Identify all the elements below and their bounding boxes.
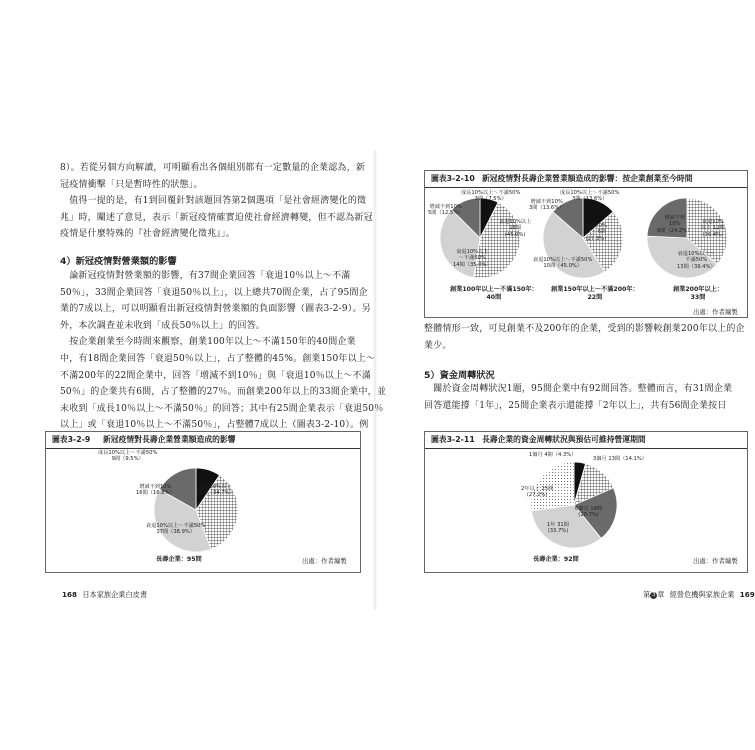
book-title: 日本家族企業白皮書 — [82, 590, 148, 599]
text-line: 50％」，33間企業回答「衰退50％以上」，以上總共70間企業，占了95間企 — [60, 287, 368, 298]
slice-label: 成長10%以上～不滿50% 3間（7.5%） — [461, 190, 521, 203]
slice-label: 增減不到10% 3間（13.6%） — [529, 199, 565, 212]
pie-total-label: 長壽企業：92間 — [533, 556, 579, 563]
section-5-paragraph — [424, 381, 732, 414]
page-number: 169 — [739, 590, 755, 599]
chart-title: 長壽企業的資金周轉狀況與預估可維持營運期間 — [482, 435, 646, 444]
slice-label: 成長10%以上～不滿50% 9間（9.5%） — [98, 450, 158, 463]
chart-source: 出處：作者編製 — [693, 557, 738, 565]
text-line: 50％」的企業共有6間，占了整體的27％。而創業200年以上的33間企業中，並 — [60, 387, 387, 398]
chart-number: 圖表3-2-10 — [431, 174, 475, 183]
page-number: 168 — [62, 590, 78, 599]
chart-source: 出處：作者編製 — [693, 308, 738, 316]
section-heading-4: 4）新冠疫情對營業額的影響 — [60, 256, 177, 267]
slice-label: 增減不到10% 16間（16.8%） — [136, 484, 175, 497]
text-line: 關於資金周轉狀況1題，95間企業中有92間回答。整體而言，有31間企業 — [424, 384, 733, 394]
text-line: 疫情是什麼特殊的『社會經濟變化徵兆』」。 — [60, 229, 236, 240]
text-line: 8）。若從另個方向解讀，可明顯看出各個組別都有一定數量的企業認為，新 — [60, 163, 366, 173]
text-line: 值得一提的是，有1到回覆針對該題回答第2個選項「是社會經濟變化的徵 — [60, 196, 367, 207]
slice-label: 衰退10%以上～不滿50% 10間（45.0%） — [533, 257, 593, 270]
text-line: 整體情形一致，可見創業不及200年的企業，受到的影響較創業200年以上的企 — [424, 324, 745, 334]
chart-source: 出處：作者編製 — [302, 557, 347, 565]
pie-total-label: 長壽企業：95間 — [156, 556, 202, 563]
text-line: 冠疫情衝擊「只是暫時性的狀態」。 — [60, 179, 203, 190]
chart-title: 新冠疫情對長壽企業營業額造成的影響 — [103, 435, 236, 444]
text-line: 業的7成以上，可以明顯看出新冠疫情對營業額的負面影響（圖表3-2-9）。另 — [60, 304, 371, 315]
section-4-paragraph — [60, 268, 386, 434]
left-footer — [62, 590, 147, 600]
slice-label: 衰退50% 以上 6間 (27.3%) — [585, 223, 607, 242]
text-line: 不滿200年的22間企業中，回答「增減不到10％」與「衰退10％以上～不滿 — [60, 370, 371, 381]
text-line: 中，有18間企業回答「衰退50％以上」，占了整體的45%。創業150年以上～ — [60, 353, 376, 364]
slice-label: 衰退10%以上～ 不滿50% 13間（39.4%） — [677, 251, 716, 270]
slice-label: 成長10%以上～不滿50% 3間（13.6%） — [560, 190, 620, 203]
slice-label: 1年 31間 (33.7%) — [547, 522, 569, 535]
continuation-paragraph — [424, 321, 745, 354]
slice-label: 1個月 4間（4.3%） — [529, 452, 577, 458]
text-line: 回答還能撐「1年」，25間企業表示還能撐「2年以上」，共有56間企業按日 — [424, 400, 727, 411]
chapter-suffix: 章 — [657, 590, 665, 599]
chart-title: 新冠疫情對長壽企業營業額造成的影響：按企業創業至今時間 — [482, 174, 693, 183]
intro-paragraph — [60, 160, 373, 243]
section-heading-5: 5）資金周轉狀況 — [424, 370, 495, 381]
text-line: 業少。 — [424, 340, 452, 351]
slice-label: 衰退10%以上～不滿50% 37間（38.9%） — [146, 523, 206, 536]
chapter-title: 經營危機與家族企業 — [669, 590, 735, 599]
slice-label: 衰退50%以上 18間 (45.0%) — [499, 219, 532, 238]
pie-chart-3-2-9 — [46, 432, 360, 572]
slice-label: 增減不到 10% 8間（24.2%） — [657, 215, 693, 234]
slice-label: 3個月 13間（14.1%） — [593, 456, 647, 462]
slice-label: 6個月 19間 (20.7%) — [575, 506, 603, 519]
chart-3-2-10-box — [424, 170, 748, 318]
pie-total-label: 創業200年以上： 33間 — [673, 286, 724, 301]
slice-label: 增減不到10% 5間（12.5%） — [428, 204, 464, 217]
right-footer — [643, 590, 755, 600]
slice-label: 衰退50% 以上 12間 (36.4%) — [701, 219, 725, 238]
text-line: 按企業創業至今時間來觀察，創業100年以上～不滿150年的40間企業 — [60, 337, 356, 348]
chart-3-2-11-box — [424, 431, 748, 573]
pie-total-label: 創業100年以上～不滿150年： 40間 — [450, 286, 538, 301]
slice-label: 衰退10%以上 ～不滿50% 14間（35.0%） — [453, 249, 492, 268]
text-line: 外，本次調查並未收到「成長50％以上」的回答。 — [60, 320, 266, 331]
pie-chart-3-2-11 — [425, 432, 747, 572]
chart-number: 圖表3-2-11 — [431, 435, 475, 444]
slice-label: 2年以上 25間 (27.2%) — [521, 486, 554, 499]
text-line: 兆」時，闡述了意見，表示「新冠疫情確實迫使社會經濟轉變，但不認為新冠 — [60, 212, 373, 223]
chart-number: 圖表3-2-9 — [52, 435, 91, 444]
text-line: 論新冠疫情對營業額的影響，有37間企業回答「衰退10％以上～不滿 — [60, 271, 351, 281]
chapter-prefix: 第 — [643, 590, 651, 599]
text-line: 以上」或「衰退10％以上～不滿50％」，占整體7成以上（圖表3-2-10）。例 — [60, 420, 369, 431]
text-line: 未收到「成長10％以上～不滿50％」的回答；其中有25間企業表示「衰退50％ — [60, 403, 384, 414]
pie-total-label: 創業150年以上～不滿200年： 22間 — [551, 286, 639, 301]
right-page — [375, 0, 755, 750]
slice-label: 衰退50%以上 33間（34.7%） — [196, 484, 235, 497]
chart-3-2-9-box — [45, 431, 361, 573]
chapter-number-badge: 3 — [651, 591, 656, 598]
